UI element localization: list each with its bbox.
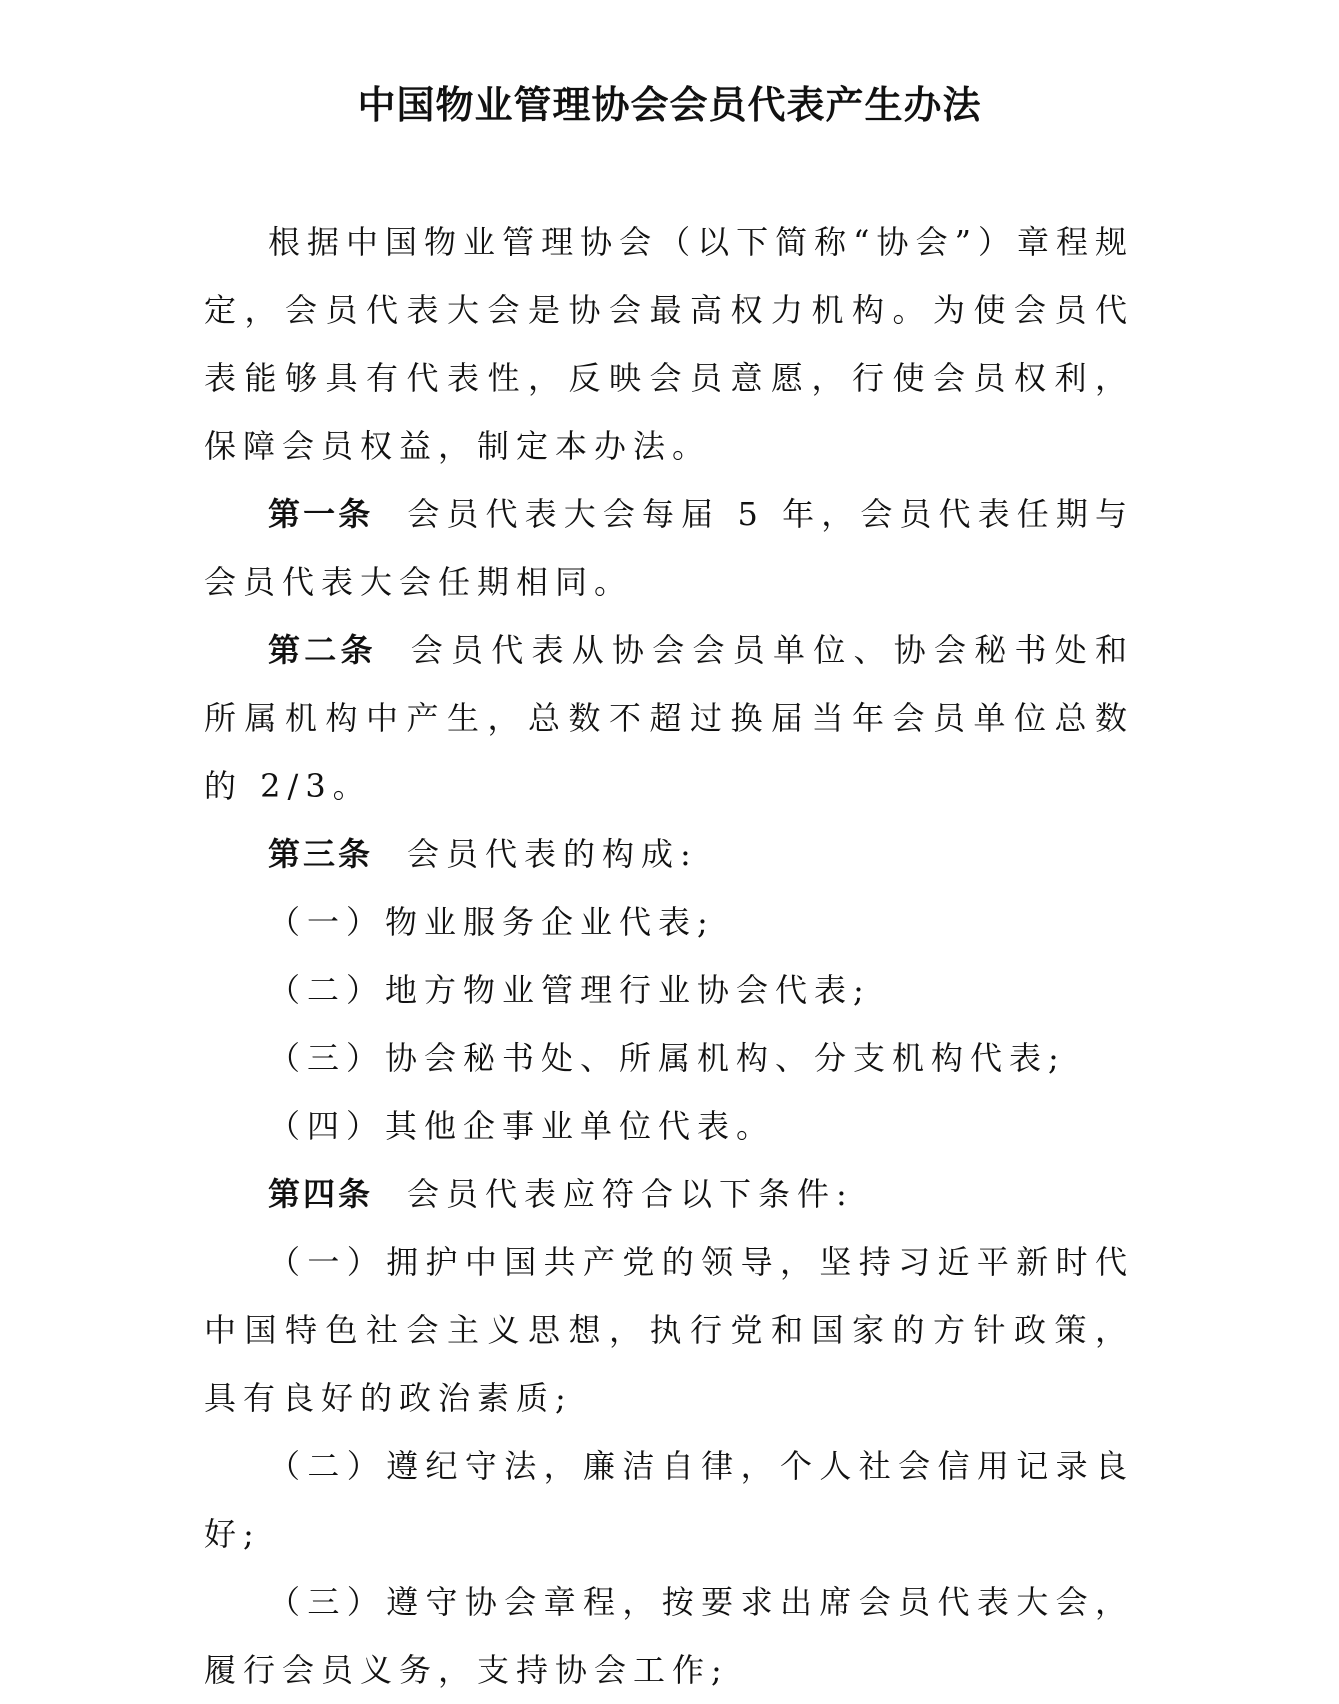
article-3-item-4: （四）其他企事业单位代表。: [268, 1107, 776, 1145]
article-heading: 第一条: [268, 495, 374, 533]
article-4-item-2: （二）遵纪守法，廉洁自律，个人社会信用记录良好;: [204, 1447, 1134, 1553]
preamble-paragraph: 根据中国物业管理协会（以下简称“协会”）章程规定，会员代表大会是协会最高权力机构。为使会员代表能够具有代表性，反映会员意愿，行使会员权利，保障会员权益，制定本办法。: [204, 223, 1134, 465]
article-text: 会员代表应符合以下条件:: [407, 1175, 854, 1213]
article-3-item-1: （一）物业服务企业代表;: [268, 903, 715, 941]
article-heading: 第三条: [268, 835, 374, 873]
article-2: [204, 616, 1134, 820]
article-1: [204, 480, 1134, 616]
article-4: [204, 1160, 1134, 1228]
document-body: [204, 208, 1134, 1704]
article-text: 会员代表大会每届 5 年，会员代表任期与会员代表大会任期相同。: [204, 495, 1134, 601]
article-3-item-3: （三）协会秘书处、所属机构、分支机构代表;: [268, 1039, 1066, 1077]
article-heading: 第二条: [268, 631, 377, 669]
article-4-item-3: （三）遵守协会章程，按要求出席会员代表大会，履行会员义务，支持协会工作;: [204, 1583, 1134, 1689]
article-text: 会员代表的构成:: [407, 835, 698, 873]
article-3: [204, 820, 1134, 888]
article-text: 会员代表从协会会员单位、协会秘书处和所属机构中产生，总数不超过换届当年会员单位总数的 2/3。: [204, 631, 1134, 805]
article-heading: 第四条: [268, 1175, 374, 1213]
article-4-item-1: （一）拥护中国共产党的领导，坚持习近平新时代中国特色社会主义思想，执行党和国家的方针政策，具有良好的政治素质;: [204, 1243, 1134, 1417]
article-3-item-2: （二）地方物业管理行业协会代表;: [268, 971, 871, 1009]
document-title: 中国物业管理协会会员代表产生办法: [357, 83, 982, 127]
